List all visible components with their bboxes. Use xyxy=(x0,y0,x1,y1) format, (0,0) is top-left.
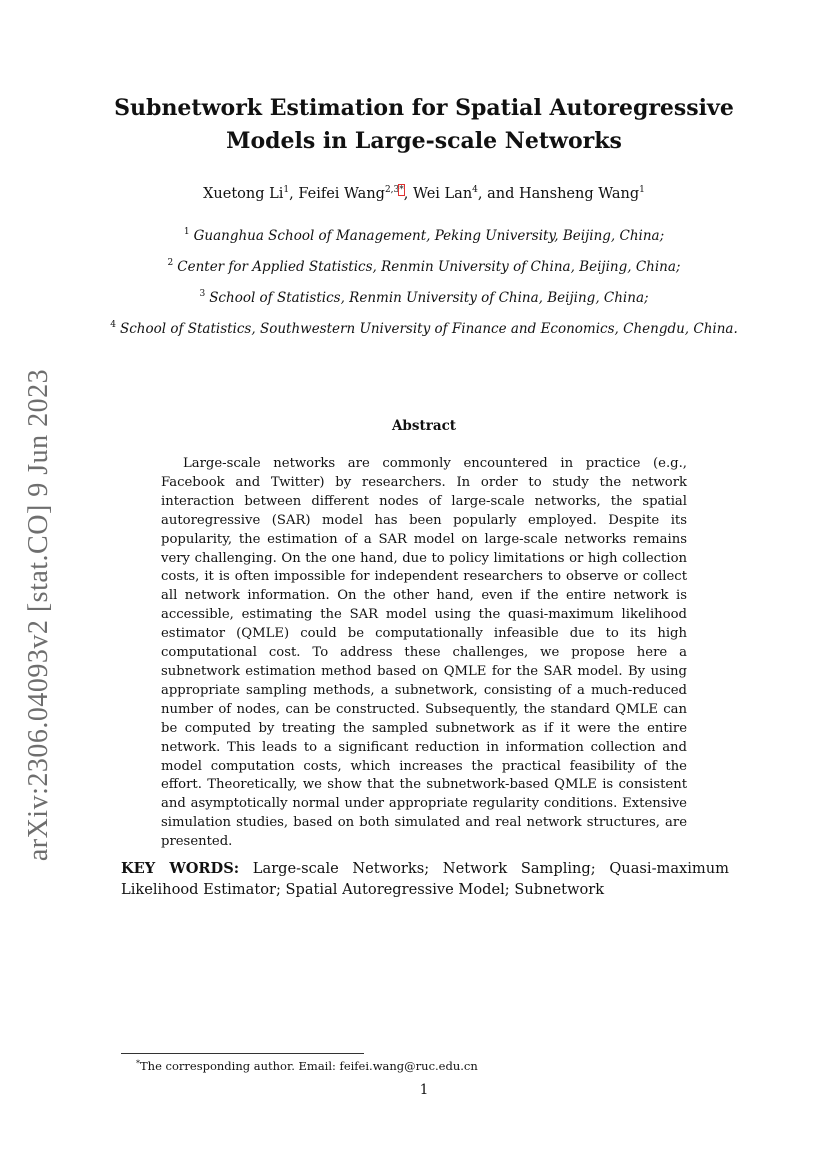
affiliation-text: School of Statistics, Southwestern University of Finance and Economics, Chengdu, China. xyxy=(119,321,738,337)
affiliation-text: Guanghua School of Management, Peking University, Beijing, China; xyxy=(193,228,665,244)
author-name: Xuetong Li xyxy=(203,186,284,202)
footnote xyxy=(136,1058,478,1074)
affiliation-text: Center for Applied Statistics, Renmin University of China, Beijing, China; xyxy=(177,259,681,275)
title-line-1: Subnetwork Estimation for Spatial Autoregressive xyxy=(114,95,734,121)
author-name: Hansheng Wang xyxy=(519,186,640,202)
affiliation-number: 3 xyxy=(199,289,206,299)
affiliation-number: 2 xyxy=(167,258,174,268)
footnote-text: The corresponding author. Email: feifei.wang@ruc.edu.cn xyxy=(140,1059,478,1073)
affiliation xyxy=(100,226,748,246)
abstract-body: Large-scale networks are commonly encountered in practice (e.g., Facebook and Twitter) by researchers. In order to study the network interaction between different nodes of large-scale networks, the spatial autoregressive (SAR) model has been popularly employed. Despite its popularity, the estimation of a SAR model on large-scale networks remains very challenging. On the one hand, due to policy limitations or high collection costs, it is often impossible for independent researchers to observe or collect all network information. On the other hand, even if the entire network is accessible, estimating the SAR model using the quasi-maximum likelihood estimator (QMLE) could be computationally infeasible due to its high computational cost. To address these challenges, we propose here a subnetwork estimation method based on QMLE for the SAR model. By using appropriate sampling methods, a subnetwork, consisting of a much-reduced number of nodes, can be constructed. Subsequently, the standard QMLE can be computed by treating the sampled subnetwork as if it were the entire network. This leads to a significant reduction in information collection and model computation costs, which increases the practical feasibility of the effort. Theoretically, we show that the subnetwork-based QMLE is consistent and asymptotically normal under appropriate regularity conditions. Extensive simulation studies, based on both simulated and real network structures, are presented. xyxy=(161,456,687,850)
arxiv-side-label xyxy=(18,368,60,862)
author-affil-sup: 1 xyxy=(283,185,290,195)
affiliation-number: 1 xyxy=(183,227,190,237)
footnote-mark: * xyxy=(136,1059,140,1068)
author-name: Feifei Wang xyxy=(298,186,385,202)
author-and: and xyxy=(487,186,515,202)
paper-title xyxy=(100,92,748,158)
arxiv-id-text: arXiv:2306.04093v2 [stat.CO] 9 Jun 2023 xyxy=(23,368,55,862)
keywords-label: KEY WORDS: xyxy=(121,860,240,877)
affiliation xyxy=(100,257,748,277)
author-name: Wei Lan xyxy=(413,186,473,202)
page-number: 1 xyxy=(419,1082,429,1098)
keywords-text: Large-scale Networks; Network Sampling; Quasi-maximum Likelihood Estimator; Spatial Autoregressive Model; Subnetwork xyxy=(121,860,730,898)
footnote-rule xyxy=(121,1053,364,1054)
author-affil-sup: 4 xyxy=(472,185,478,195)
author-list: Xuetong Li$^1$, Feifei Wang$^{2,3*}$, Wei Lan$^4$, and Hansheng Wang$^1$ xyxy=(203,185,645,202)
corresponding-author-link[interactable]: * xyxy=(399,185,404,195)
affiliation-text: School of Statistics, Renmin University of China, Beijing, China; xyxy=(209,290,649,306)
title-line-2: Models in Large-scale Networks xyxy=(226,128,622,154)
affiliation-number: 4 xyxy=(110,320,116,330)
author-affil-sup: 2,3* xyxy=(384,185,404,195)
keywords-section xyxy=(121,858,729,900)
affiliation xyxy=(100,288,748,308)
abstract-heading: Abstract xyxy=(391,418,457,434)
author-affil-sup: 1 xyxy=(639,185,645,195)
affiliation xyxy=(90,319,758,339)
